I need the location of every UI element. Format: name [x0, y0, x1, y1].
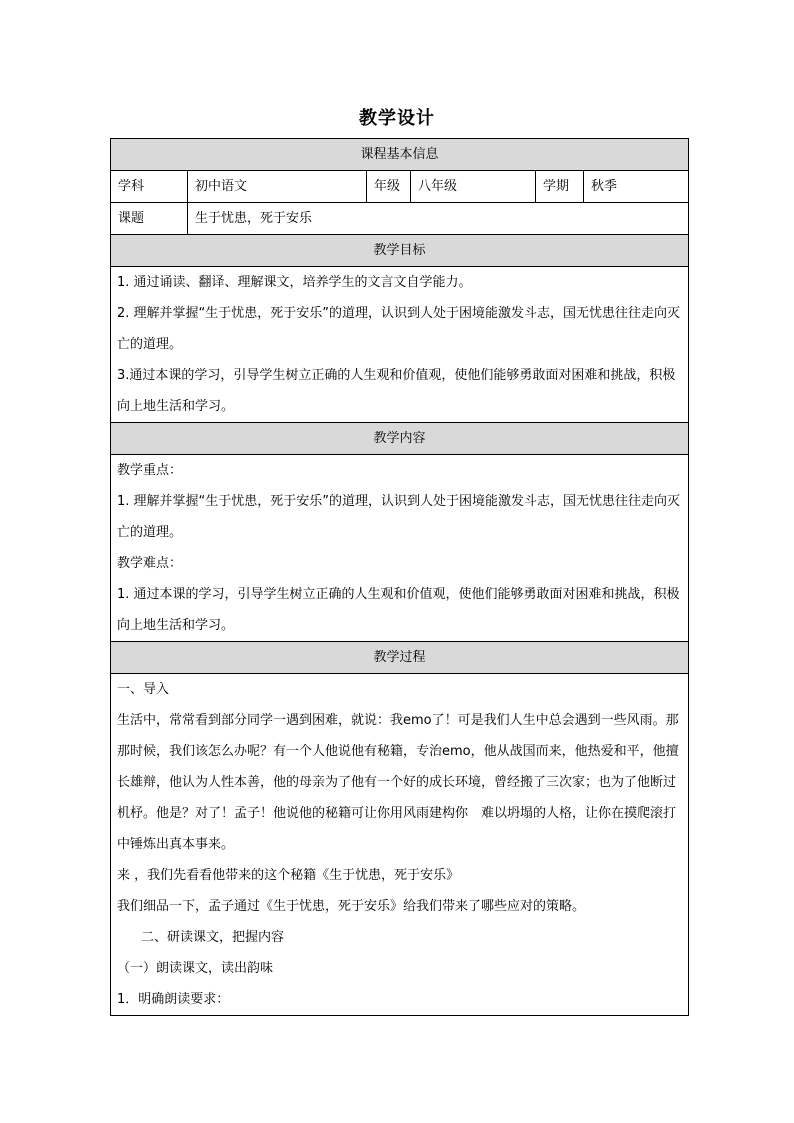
key-point-item: 1. 理解并掌握“生于忧患，死于安乐”的道理，认识到人处于困境能激发斗志，国无忧患往往走向灭亡的道理。 — [117, 494, 681, 540]
section-process — [111, 642, 689, 674]
key-points-label: 教学重点： — [117, 463, 183, 478]
section-content — [111, 423, 689, 455]
row-goals — [111, 267, 689, 423]
row-process — [111, 674, 689, 1016]
topic-value: 生于忧患，死于安乐 — [188, 203, 689, 235]
subject-value: 初中语文 — [188, 171, 367, 203]
goal-item: 3.通过本课的学习，引导学生树立正确的人生观和价值观，使他们能够勇敢面对困难和挑战，积极向上地生活和学习。 — [117, 368, 676, 414]
section-two-heading: 二、研读课文，把握内容 — [141, 930, 285, 945]
section-header-content: 教学内容 — [111, 423, 689, 455]
intro-line: 我们细品一下，孟子通过《生于忧患，死于安乐》给我们带来了哪些应对的策略。 — [117, 899, 586, 914]
point-item: 1．明确朗读要求： — [117, 992, 230, 1007]
row-topic — [111, 203, 689, 235]
intro-text: 生活中，常常看到部分同学一遇到困难，就说：我emo了！可是我们人生中总会遇到一些风雨。那那时候，我们该怎么办呢？有一个人他说他有秘籍，专治emo，他从战国而来，他热爱和平，他擅长雄辩，他认为人性本善，他的母亲为了他有一个好的成长环境，曾经搬了三次家；也为了他断过机杼。他是？对了！孟子！他说他的秘籍可让你用风雨建构你 难以坍塌的人格，让你在摸爬滚打中锤炼出真本事来。 — [117, 713, 679, 852]
goal-item: 1. 通过诵读、翻译、理解课文，培养学生的文言文自学能力。 — [117, 275, 472, 290]
section-header-basic-info: 课程基本信息 — [111, 139, 689, 171]
subsection-heading: （一）朗读课文，读出韵味 — [117, 961, 274, 976]
subject-label: 学科 — [111, 171, 188, 203]
grade-label: 年级 — [367, 171, 411, 203]
intro-heading: 一、导入 — [117, 682, 170, 697]
section-goals — [111, 235, 689, 267]
difficult-point-item: 1. 通过本课的学习，引导学生树立正确的人生观和价值观，使他们能够勇敢面对困难和挑战，积极向上地生活和学习。 — [117, 587, 680, 633]
lesson-plan-table — [110, 138, 689, 1016]
row-content — [111, 455, 689, 642]
intro-line: 来 ，我们先看看他带来的这个秘籍《生于忧患，死于安乐》 — [117, 868, 460, 883]
goal-item: 2. 理解并掌握“生于忧患，死于安乐”的道理，认识到人处于困境能激发斗志，国无忧患往往走向灭亡的道理。 — [117, 306, 681, 352]
difficult-points-label: 教学难点： — [117, 556, 183, 571]
term-value: 秋季 — [584, 171, 689, 203]
row-course-info — [111, 171, 689, 203]
section-basic-info — [111, 139, 689, 171]
term-label: 学期 — [536, 171, 584, 203]
page-title: 教学设计 — [359, 108, 435, 129]
grade-value: 八年级 — [411, 171, 536, 203]
topic-label: 课题 — [111, 203, 188, 235]
section-header-process: 教学过程 — [111, 642, 689, 674]
section-header-goals: 教学目标 — [111, 235, 689, 267]
